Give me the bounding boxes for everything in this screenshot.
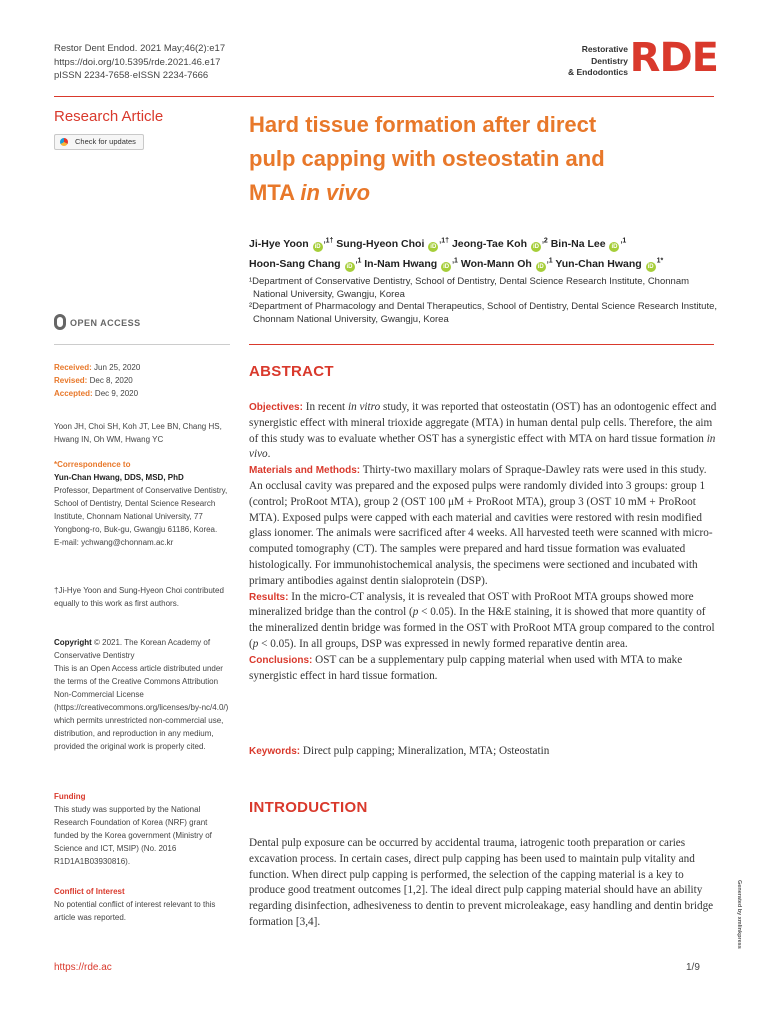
dates-block: Received: Jun 25, 2020 Revised: Dec 8, 2020 Accepted: Dec 9, 2020 [54,363,141,398]
open-access-badge: OPEN ACCESS [54,314,141,330]
orcid-icon[interactable]: iD [532,243,539,250]
keywords: Keywords: Direct pulp capping; Mineralization, MTA; Osteostatin [249,745,550,757]
abstract-divider [249,344,714,345]
orcid-icon[interactable]: iD [346,264,353,270]
logo-mark: RDE [629,35,718,81]
check-updates-button[interactable]: Check for updates [54,134,144,150]
orcid-icon[interactable]: iD [443,264,450,270]
abstract-results: Results: In the micro-CT analysis, it is revealed that OST with ProRoot MTA groups showed more mineralized bridge than the control (p < 0.05). In the H&E staining, it is showed that more quantity of the mineralized dentin bridge was formed in the OST with ProRoot MTA group compared to the control (p < 0.05). In all groups, DSP was expressed in newly formed reparative dentin area. [249,590,715,650]
conflict-block: Conflict of Interest No potential conflict of interest relevant to this article was reported. [54,887,216,922]
abstract-body [249,400,719,684]
doi-link[interactable]: https://doi.org/10.5395/rde.2021.46.e17 [54,56,221,68]
affiliations [249,276,719,326]
introduction-heading: INTRODUCTION [249,799,368,816]
affiliation-1: ¹Department of Conservative Dentistry, School of Dentistry, Dental Science Research Institute, Chonnam National University, Gwangju, Korea [249,276,690,300]
author-list [249,232,719,273]
author: Won-Mann Oh $iD^{,1}$ [460,257,553,270]
author: Hoon-Sang Chang $iD^{,1}$ [249,257,362,270]
sidebar-divider [54,344,230,345]
corresponding-author: Yun-Chan Hwang, DDS, MSD, PhD [54,473,184,482]
citation-block [54,42,225,83]
abstract-methods: Materials and Methods: Thirty-two maxillary molars of Spraque-Dawley rats were used in this study. An occlusal cavity was prepared and the exposed pulps were randomly divided into 3 groups: group 1 (control; ProRoot MTA), group 2 (OST 100 μM + ProRoot MTA), group 3 (OST 10 mM + ProRoot MTA). Exposed pulps were capped with each material and cavities were restored with resin modified glass ionomer. The animals were sacrificed after 4 weeks. All harvested teeth were scanned with micro-computed tomography (CT). The samples were prepared and hard tissue formation was evaluated histologically. For immunohistochemical analysis, the specimens were sectioned and incubated with primary antibodies against dentin sialoprotein (DSP). [249,464,713,587]
generator-stamp: Generated by xmlinkpress [736,880,742,949]
author: Bin-Na Lee $iD^{,1}$ [550,237,627,250]
author: In-Nam Hwang $iD^{,1}$ [364,257,458,270]
page-number: 1/9 [686,962,700,973]
correspondence-block: *Correspondence to Yun-Chan Hwang, DDS, MSD, PhD Professor, Department of Conservative Dentistry, School of Dentistry, Dental Science Research Institute, Chonnam National University, 77 Yongbong-ro, Buk-gu, Gwangju 61186, Korea. E-mail: ychwang@chonnam.ac.kr [54,458,232,549]
issn: pISSN 2234-7658·eISSN 2234-7666 [54,70,209,81]
introduction-text: Dental pulp exposure can be occurred by accidental trauma, iatrogenic tooth preparation or caries excavation process. In certain cases, direct pulp capping has been used to maintain pulp vitality and function. When direct pulp capping is performed, the selection of the capping material is a key to produce good treatment outcomes [1,2]. The ideal direct pulp capping material should have an ability regarding disinfection, adhesiveness to dentin to prevent microleakage, easy handling and dentin bridge formation [3,4]. [249,837,714,928]
orcid-icon[interactable]: iD [611,243,618,250]
copyright-block: Copyright © 2021. The Korean Academy of Conservative Dentistry This is an Open Access article distributed under the terms of the Creative Commons Attribution Non-Commercial License (https://creativecommons.org/licenses/by-nc/4.0/) which permits unrestricted non-commercial use, distribution, and reproduction in any medium, provided the original work is properly cited. [54,636,232,753]
orcid-icon[interactable]: iD [314,243,321,250]
received-date: Jun 25, 2020 [94,363,141,372]
cite-block: Yoon JH, Choi SH, Koh JT, Lee BN, Chang HS, Hwang IN, Oh WM, Hwang YC [54,422,222,444]
affiliation-2: ²Department of Pharmacology and Dental Therapeutics, School of Dentistry, Dental Science Research Institute, Chonnam National University, Gwangju, Korea [249,301,718,325]
orcid-icon[interactable]: iD [647,264,654,270]
abstract-objectives: Objectives: In recent in vitro study, it was reported that osteostatin (OST) has an odontogenic effect and synergistic effect with mineral trioxide aggregate (MTA) in human dental pulp cells. Therefore, the aim of this study was to evaluate whether OST has a synergistic effect with MTA on hard tissue formation in vivo. [249,401,717,461]
author: Yun-Chan Hwang $iD^{1*}$ [555,257,664,270]
license-text: This is an Open Access article distributed under the terms of the Creative Commons Attribution Non-Commercial License (https://creativecommons.org/licenses/by-nc/4.0/) which permits unrestricted non-commercial use, distribution, and reproduction in any medium, provided the original work is properly cited. [54,664,229,751]
revised-date: Dec 8, 2020 [89,376,133,385]
funding-block: Funding This study was supported by the National Research Foundation of Korea (NRF) grant funded by the Korea government (Ministry of Science and ICT, MSIP) (No. 2016 R1D1A1B03930816). [54,792,212,866]
orcid-icon[interactable]: iD [537,264,544,270]
abstract-conclusions: Conclusions: OST can be a supplementary pulp capping material when used with MTA to make synergistic effect in hard tissue formation. [249,653,683,682]
article-title: Hard tissue formation after direct pulp capping with osteostatin and MTA in vivo [249,112,605,205]
article-type: Research Article [54,108,164,125]
journal-url-link[interactable]: https://rde.ac [54,962,112,973]
open-lock-icon [54,314,66,330]
journal-logo: Restorative Dentistry & Endodontics RDE [568,35,718,81]
crossmark-icon [60,138,68,146]
equal-contribution-note: †Ji-Hye Yoon and Sung-Hyeon Choi contributed equally to this work as first authors. [54,586,224,608]
author: Ji-Hye Yoon $iD^{,1\dagger}$ [249,237,334,250]
abstract-heading: ABSTRACT [249,363,334,380]
corresponding-email[interactable]: E-mail: ychwang@chonnam.ac.kr [54,538,174,547]
accepted-date: Dec 9, 2020 [94,389,139,398]
author: Jeong-Tae Koh $iD^{,2}$ [451,237,548,250]
author: Sung-Hyeon Choi $iD^{,1\dagger}$ [336,237,450,250]
top-divider [54,96,714,97]
citation: Restor Dent Endod. 2021 May;46(2):e17 [54,43,226,54]
orcid-icon[interactable]: iD [430,243,437,250]
